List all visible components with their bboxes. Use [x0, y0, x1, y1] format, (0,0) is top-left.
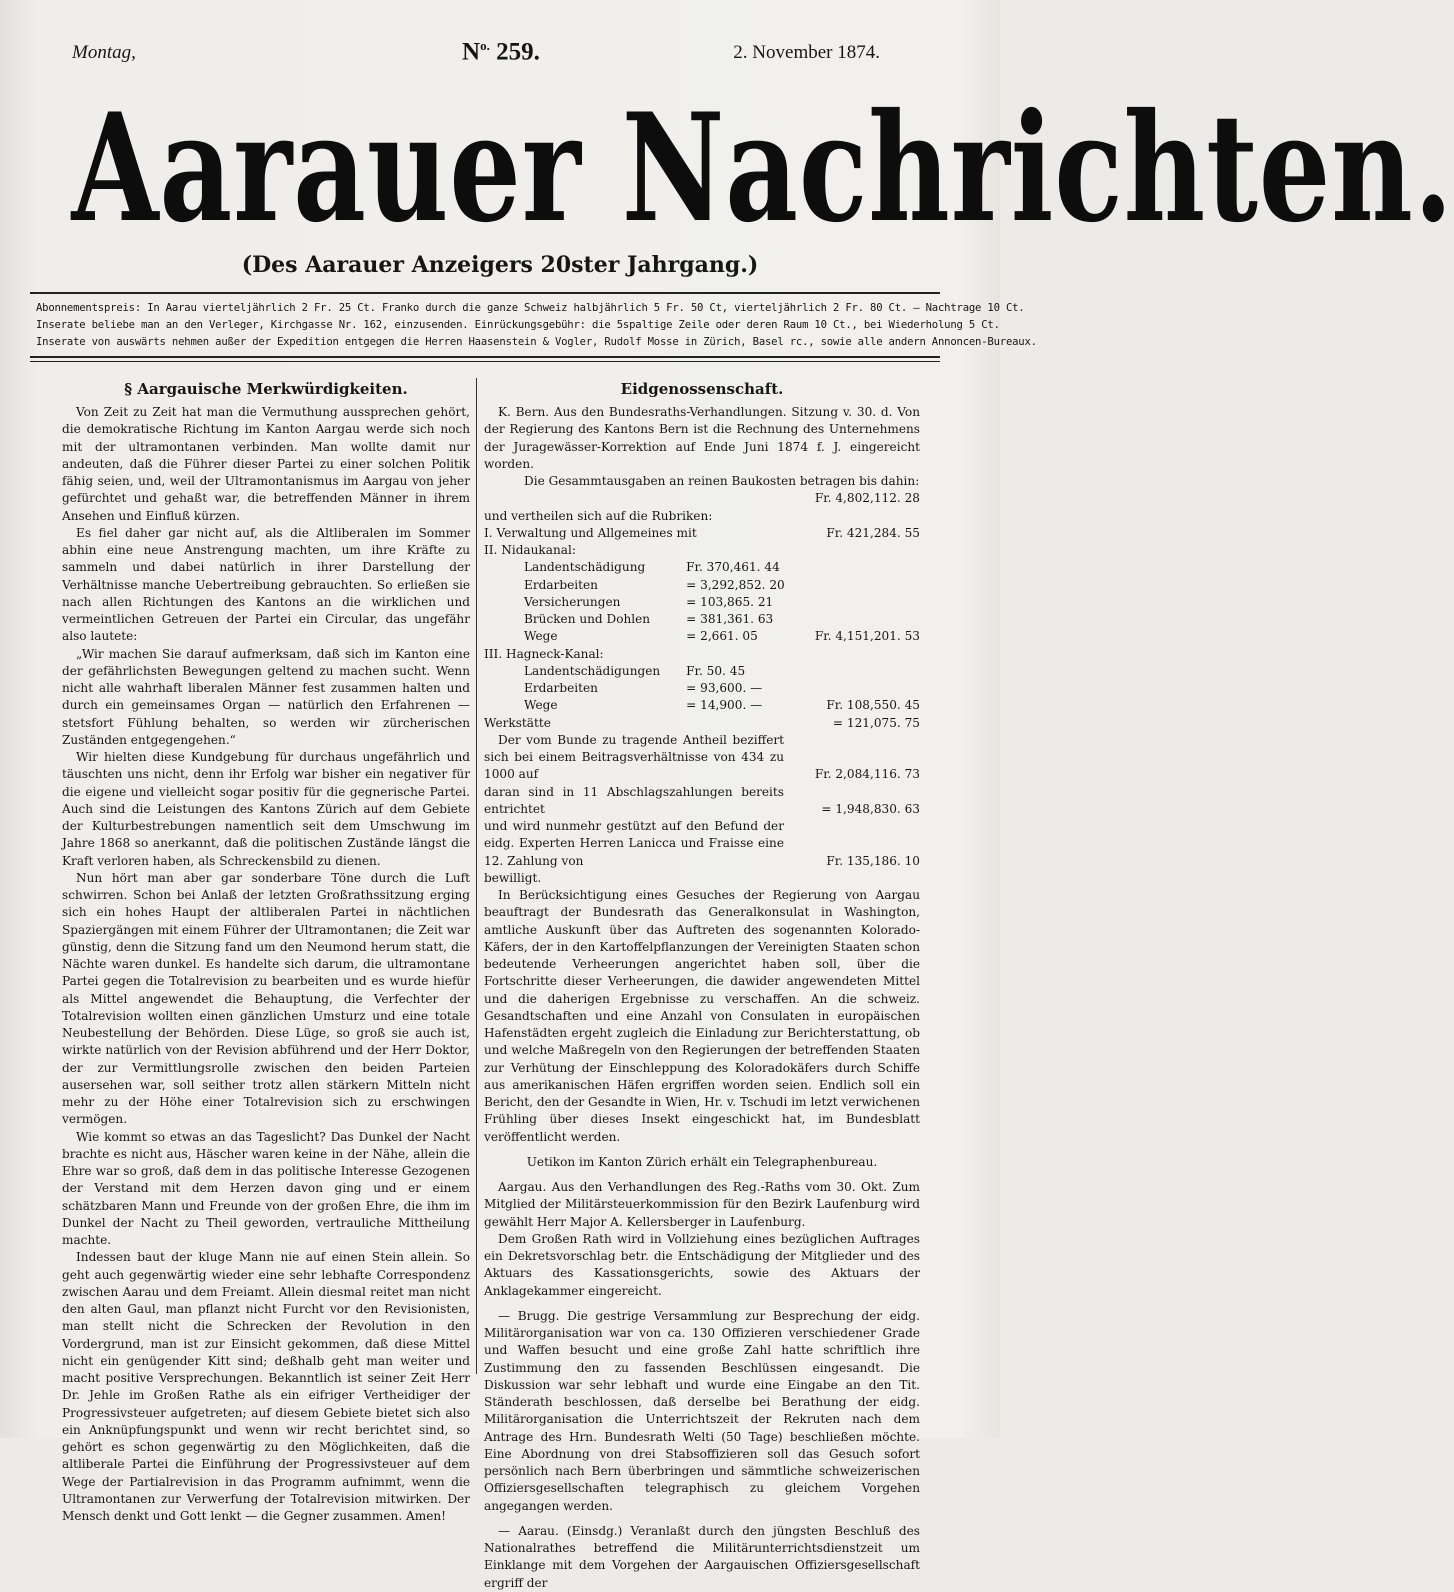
- table-row: [484, 577, 920, 594]
- rubric-label: I. Verwaltung und Allgemeines mit: [484, 525, 697, 540]
- item-amount: [686, 577, 799, 594]
- raten-amount: [784, 784, 920, 819]
- brugg-paragraph: — Brugg. Die gestrige Versammlung zur Besprechung der eidg. Militärorganisation war von ca. 130 Offizieren verschiedener Grade und Waffen besucht und eine große Zahl hatte schriftlich ihre Zustimmung den zu fassenden Beschlüssen eingesandt. Die Diskussion war sehr lebhaft und wurde eine Eingabe an den Tit. Ständerath beschlossen, daß derselbe bei Berathung der eidg. Militärorganisation die Unterrichtszeit der Rekruten nach dem Antrage des Hrn. Bundesrath Welti (50 Tage) beschließen möchte. Eine Abordnung von drei Stabsoffizieren soll das Gesuch sofort persönlich nach Bern überbringen und sämmtliche schweizerischen Offiziersgesellschaften telegraphisch zu gleichem Vorgehen angegangen werden.: [484, 1308, 920, 1513]
- item-amount: [686, 628, 799, 645]
- subscription-line-3: Inserate von auswärts nehmen außer der Expedition entgegen die Herren Haasenstein & Vogler, Rudolf Mosse in Zürich, Basel rc., sowie alle andern Annoncen-Bureaux.: [36, 336, 1037, 348]
- masthead-subtitle: (Des Aarauer Anzeigers 20ster Jahrgang.): [241, 252, 759, 278]
- subscription-info: [36, 300, 1037, 351]
- rubric-value: 421,284. 55: [846, 525, 920, 540]
- subscription-line-2: Inserate beliebe man an den Verleger, Kirchgasse Nr. 162, einzusenden. Einrückungsgebühr: die 5spaltige Zeile oder deren Raum 10 Ct., bei Wiederholung 5 Ct.: [36, 319, 1000, 331]
- rubric-label: III. Hagneck-Kanal:: [484, 646, 604, 661]
- subscription-line-1: Abonnementspreis: In Aarau vierteljährlich 2 Fr. 25 Ct. Franko durch die ganze Schweiz halbjährlich 5 Fr. 50 Ct, vierteljährlich 2 Fr. 80 Ct. — Nachtrage 10 Ct.: [36, 302, 1025, 314]
- rubric-value: 108,550. 45: [846, 698, 920, 713]
- issue-number: [462, 38, 540, 66]
- werkstaette-value: 121,075. 75: [846, 715, 920, 730]
- item-value: 93,600. —: [700, 681, 763, 695]
- total-value: 4,802,112. 28: [835, 491, 920, 506]
- grossrath-paragraph: Dem Großen Rath wird in Vollziehung eines bezüglichen Auftrages ein Dekretsvorschlag betr. die Entschädigung der Mitglieder und des Aktuars des Kassationsgerichts, sowie des Aktuars der Anklagekammer eingereicht.: [484, 1231, 920, 1298]
- item-name: Landentschädigung: [524, 560, 646, 575]
- header-rule-bottom-thin: [30, 361, 940, 362]
- header-rule-bottom: [30, 356, 940, 358]
- item-mark: =: [686, 577, 697, 592]
- item-name: Versicherungen: [524, 594, 621, 609]
- werkstaette-mark: =: [832, 715, 844, 730]
- table-row: [484, 697, 920, 714]
- telegraph-notice: Uetikon im Kanton Zürich erhält ein Telegraphenbureau.: [526, 1154, 878, 1169]
- table-row: [484, 490, 920, 507]
- bund-currency: Fr.: [814, 767, 832, 782]
- bund-text: Der vom Bunde zu tragende Antheil beziffert sich bei einem Beitragsverhältnisse von 434 zu 1000 auf: [484, 732, 784, 782]
- item-amount: [686, 680, 799, 697]
- total-label: Die Gesammtausgaben an reinen Baukosten betragen bis dahin:: [524, 474, 920, 488]
- item-value: 3,292,852. 20: [700, 577, 785, 592]
- raten-text: daran sind in 11 Abschlagszahlungen bereits entrichtet: [484, 784, 784, 816]
- left-column: [62, 376, 470, 1523]
- table-row: [484, 818, 920, 870]
- issue-line: [72, 38, 880, 72]
- item-name: Erdarbeiten: [524, 577, 598, 592]
- issue-day: Montag,: [72, 42, 136, 63]
- expert-text: und wird nunmehr gestützt auf den Befund der eidg. Experten Herren Lanicca und Fraisse eine 12. Zahlung von: [484, 819, 784, 868]
- raten-mark: =: [821, 801, 832, 816]
- raten-value: 1,948,830. 63: [835, 801, 920, 816]
- rubric-total: [799, 628, 920, 645]
- rubric-label: II. Nidaukanal:: [484, 543, 576, 557]
- rubric-currency: Fr.: [826, 698, 844, 713]
- column-divider: [476, 378, 477, 1374]
- rubric-currency: Fr.: [826, 525, 844, 540]
- rubric-value: 4,151,201. 53: [835, 629, 920, 644]
- article-paragraph: Indessen baut der kluge Mann nie auf einen Stein allein. So geht auch gegenwärtig wieder eine sehr lebhafte Correspondenz zwischen Aarau und dem Freiamt. Allein diesmal reitet man nicht den alten Gaul, man pflanzt nicht Furcht vor den Revisionisten, man stellt nicht die Schrecken der Revolution in den Vordergrund, man ist zur Einsicht gekommen, daß diese Mittel nicht ein genügender Kitt sind; deßhalb geht man weiter und macht positive Versprechungen. Bekanntlich ist seiner Zeit Herr Dr. Jehle im Großen Rathe als ein eifriger Vertheidiger der Progressivsteuer aufgetreten; auf diesem Gebiete bietet sich also ein Anknüpfungspunkt und wenn wir recht berichtet sind, so gehört es schon gegenwärtig zu den Möglichkeiten, daß die altliberale Partei die Einführung der Progressivsteuer auf dem Wege der Partialrevision in das Programm aufnimmt, wenn die Ultramontanen zur Verwerfung der Totalrevision mitwirken. Der Mensch denkt und Gott lenkt — die Gegner zusammen. Amen!: [62, 1250, 470, 1523]
- item-value: 370,461. 44: [706, 560, 780, 575]
- item-amount: [686, 697, 799, 714]
- item-value: 103,865. 21: [700, 594, 774, 609]
- table-row: [484, 594, 920, 611]
- article-paragraph: Nun hört man aber gar sonderbare Töne durch die Luft schwirren. Schon bei Anlaß der letzten Großrathssitzung erging sich ein hohes Haupt der altliberalen Partei in nächtlichen Spaziergängen mit einem Führer der Ultramontanen; die Zeit war günstig, denn die Sitzung fand um den Neumond herum statt, die Nächte waren dunkel. Es handelte sich darum, die ultramontane Partei gegen die Totalrevision zu bearbeiten und es wurde hiefür als Mittel angewendet die Behauptung, die Verfechter der Totalrevision wollten einen gänzlichen Umsturz und eine totale Neubestellung der Behörden. Diese Lüge, so groß sie auch ist, wirkte natürlich von der Revision abführend und der Herr Doktor, der zur Vermittlungsrolle zwischen den beiden Parteien ausersehen war, soll seither trotz allen stärkern Mitteln nicht mehr zu der Höhe einer Totalrevision sich zu erschwingen vermögen.: [62, 870, 470, 1127]
- item-value: 50. 45: [706, 663, 746, 678]
- table-row: [484, 680, 920, 697]
- table-row: [484, 508, 920, 525]
- expert-currency: Fr.: [826, 853, 844, 868]
- item-name: Brücken und Dohlen: [524, 612, 651, 626]
- item-mark: =: [686, 594, 697, 609]
- table-row: [484, 525, 920, 542]
- article-paragraph: Es fiel daher gar nicht auf, als die Altliberalen im Sommer abhin eine neue Anstrengung machten, um ihre Kräfte zu sammeln und dabei natürlich in ihrer Darstellung der Verhältnisse manche Uebertreibung gebrauchten. So erließen sie nach allen Richtungen des Kantons an die wirklichen und vermeintlichen Getreuen der Partei ein Circular, das ungefähr also lautete:: [62, 525, 470, 644]
- table-row: [484, 542, 920, 559]
- item-name: Wege: [524, 698, 558, 713]
- item-mark: =: [686, 698, 697, 713]
- article-heading-aargau: § Aargauische Merkwürdigkeiten.: [124, 380, 408, 398]
- spacer: [484, 1300, 920, 1308]
- bund-table: [484, 732, 920, 870]
- aarau-paragraph: — Aarau. (Einsdg.) Veranlaßt durch den jüngsten Beschluß des Nationalrathes betreffend die Militärunterrichtsdienstzeit um Einklange mit dem Vorgehen der Aargauischen Offiziersgesellschaft ergriff der: [484, 1523, 920, 1590]
- item-mark: =: [686, 629, 697, 644]
- aargau-paragraph: Aargau. Aus den Verhandlungen des Reg.-Raths vom 30. Okt. Zum Mitglied der Militärsteuerkommission für den Bezirk Laufenburg wird gewählt Herr Major A. Kellersberger in Laufenburg.: [484, 1180, 920, 1229]
- issue-number-label: N: [462, 38, 481, 66]
- issue-number-sup: o.: [480, 38, 490, 53]
- distribution-label: und vertheilen sich auf die Rubriken:: [484, 508, 713, 523]
- header-rule-top: [30, 292, 940, 294]
- item-amount: [686, 594, 799, 611]
- issue-number-value: 259.: [496, 38, 540, 66]
- bund-amount: [784, 732, 920, 784]
- rubric-total: [799, 525, 920, 542]
- table-row: [484, 473, 920, 490]
- item-value: 14,900. —: [700, 698, 763, 713]
- spacer: [484, 1515, 920, 1523]
- article-paragraph: Wie kommt so etwas an das Tageslicht? Das Dunkel der Nacht brachte es nicht aus, Häscher waren keine in der Nähe, allein die Ehre war so groß, daß dem in das politische Interesse Gezogenen der Verstand mit dem Herzen davon ging und er einem schätzbaren Mann und Freunde von der großen Ehre, die ihm im Dunkel der Nacht zu Theil geworden, vertrauliche Mittheilung machte.: [62, 1129, 470, 1247]
- table-row: [484, 611, 920, 628]
- item-mark: Fr.: [686, 663, 703, 678]
- item-value: 2,661. 05: [700, 629, 758, 644]
- item-amount: [686, 663, 799, 680]
- bund-value: 2,084,116. 73: [835, 767, 920, 782]
- article-paragraph: Von Zeit zu Zeit hat man die Vermuthung aussprechen gehört, die demokratische Richtung im Kanton Aargau werde sich noch mit der ultramontanen verbinden. Man wollte damit nur andeuten, daß die Führer dieser Partei zu einer solchen Politik fähig seien, und, weil der Ultramontanismus im Aargau von jeher gefürchtet und gehaßt war, die betreffenden Männer in ihrem Ansehen und Einfluß kürzen.: [62, 405, 470, 523]
- rubric-total: [799, 697, 920, 714]
- article-paragraph: „Wir machen Sie darauf aufmerksam, daß sich im Kanton eine der gefährlichsten Bewegungen geltend zu machen sucht. Wenn nicht alle wahrhaft liberalen Männer fest zusammen halten und durch ein gemeinsames Organ — natürlich den Erfahrenen — stetsfort Fühlung behalten, so werden wir zürcherischen Zuständen entgegengehen.“: [62, 646, 470, 747]
- item-amount: [686, 611, 799, 628]
- bewilligt-text: bewilligt.: [484, 870, 542, 885]
- table-row: [484, 784, 920, 819]
- masthead-title: Aarauer Nachrichten.: [71, 79, 1454, 256]
- table-row: [484, 628, 920, 645]
- washington-paragraph: In Berücksichtigung eines Gesuches der Regierung von Aargau beauftragt der Bundesrath das Generalkonsulat in Washington, amtliche Auskunft über das Auftreten des sogenannten Kolorado-Käfers, der in den Kartoffelpflanzungen der Vereinigten Staaten schon bedeutende Verheerungen angerichtet haben soll, über die Fortschritte dieser Verheerungen, die dawider angewendeten Mittel und die daherigen Ergebnisse zu verschaffen. An die schweiz. Gesandtschaften und eine Anzahl von Consulaten in europäischen Hafenstädten ergeht zugleich die Einladung zur Berichterstattung, ob und welche Maßregeln von den Regierungen der betreffenden Staaten zur Verhütung der Einschleppung des Koloradokäfers durch Schiffe aus amerikanischen Häfen ergriffen worden seien. Endlich soll ein Bericht, den der Gesandte in Wien, Hr. v. Tschudi im letzt verwichenen Frühling über dieses Insekt eingeschickt hat, im Bundesblatt veröffentlicht werden.: [484, 888, 920, 1144]
- item-name: Wege: [524, 629, 558, 644]
- item-mark: =: [686, 681, 697, 695]
- total-amount: [799, 490, 920, 507]
- item-mark: Fr.: [686, 560, 703, 575]
- werkstaette-label: Werkstätte: [484, 715, 551, 730]
- finance-table: [484, 473, 920, 732]
- right-column: [484, 376, 920, 1590]
- table-row: [484, 715, 920, 732]
- item-name: Landentschädigungen: [524, 663, 661, 678]
- table-row: [484, 646, 920, 663]
- table-row: [484, 663, 920, 680]
- item-amount: [686, 559, 799, 576]
- spacer: [484, 1171, 920, 1179]
- item-mark: =: [686, 612, 697, 626]
- article-heading-eidgenossenschaft: Eidgenossenschaft.: [620, 380, 784, 398]
- expert-value: 135,186. 10: [846, 853, 920, 868]
- rubric-currency: Fr.: [814, 629, 832, 644]
- table-row: [484, 732, 920, 784]
- total-currency: Fr.: [814, 491, 832, 506]
- item-name: Erdarbeiten: [524, 681, 598, 695]
- article-paragraph: Wir hielten diese Kundgebung für durchaus ungefährlich und täuschten uns nicht, denn ihr Erfolg war bisher ein negativer für die eigene und vielleicht sogar positiv für die gegnerische Partei. Auch sind die Leistungen des Kantons Zürich auf dem Gebiete der Kulturbestrebungen namentlich seit dem Umschwung im Jahre 1868 so anerkannt, daß die politischen Zustände längst die Kraft verloren haben, als Schreckensbild zu dienen.: [62, 750, 470, 868]
- bern-intro: K. Bern. Aus den Bundesraths-Verhandlungen. Sitzung v. 30. d. Von der Regierung des Kantons Bern ist die Rechnung des Unternehmens der Juragewässer-Korrektion auf Ende Juni 1874 f. J. eingereicht worden.: [484, 405, 920, 471]
- item-value: 381,361. 63: [700, 612, 774, 626]
- spacer: [484, 1146, 920, 1154]
- issue-date: 2. November 1874.: [733, 42, 880, 63]
- expert-amount: [784, 818, 920, 870]
- table-row: [484, 559, 920, 576]
- werkstaette-amount: [799, 715, 920, 732]
